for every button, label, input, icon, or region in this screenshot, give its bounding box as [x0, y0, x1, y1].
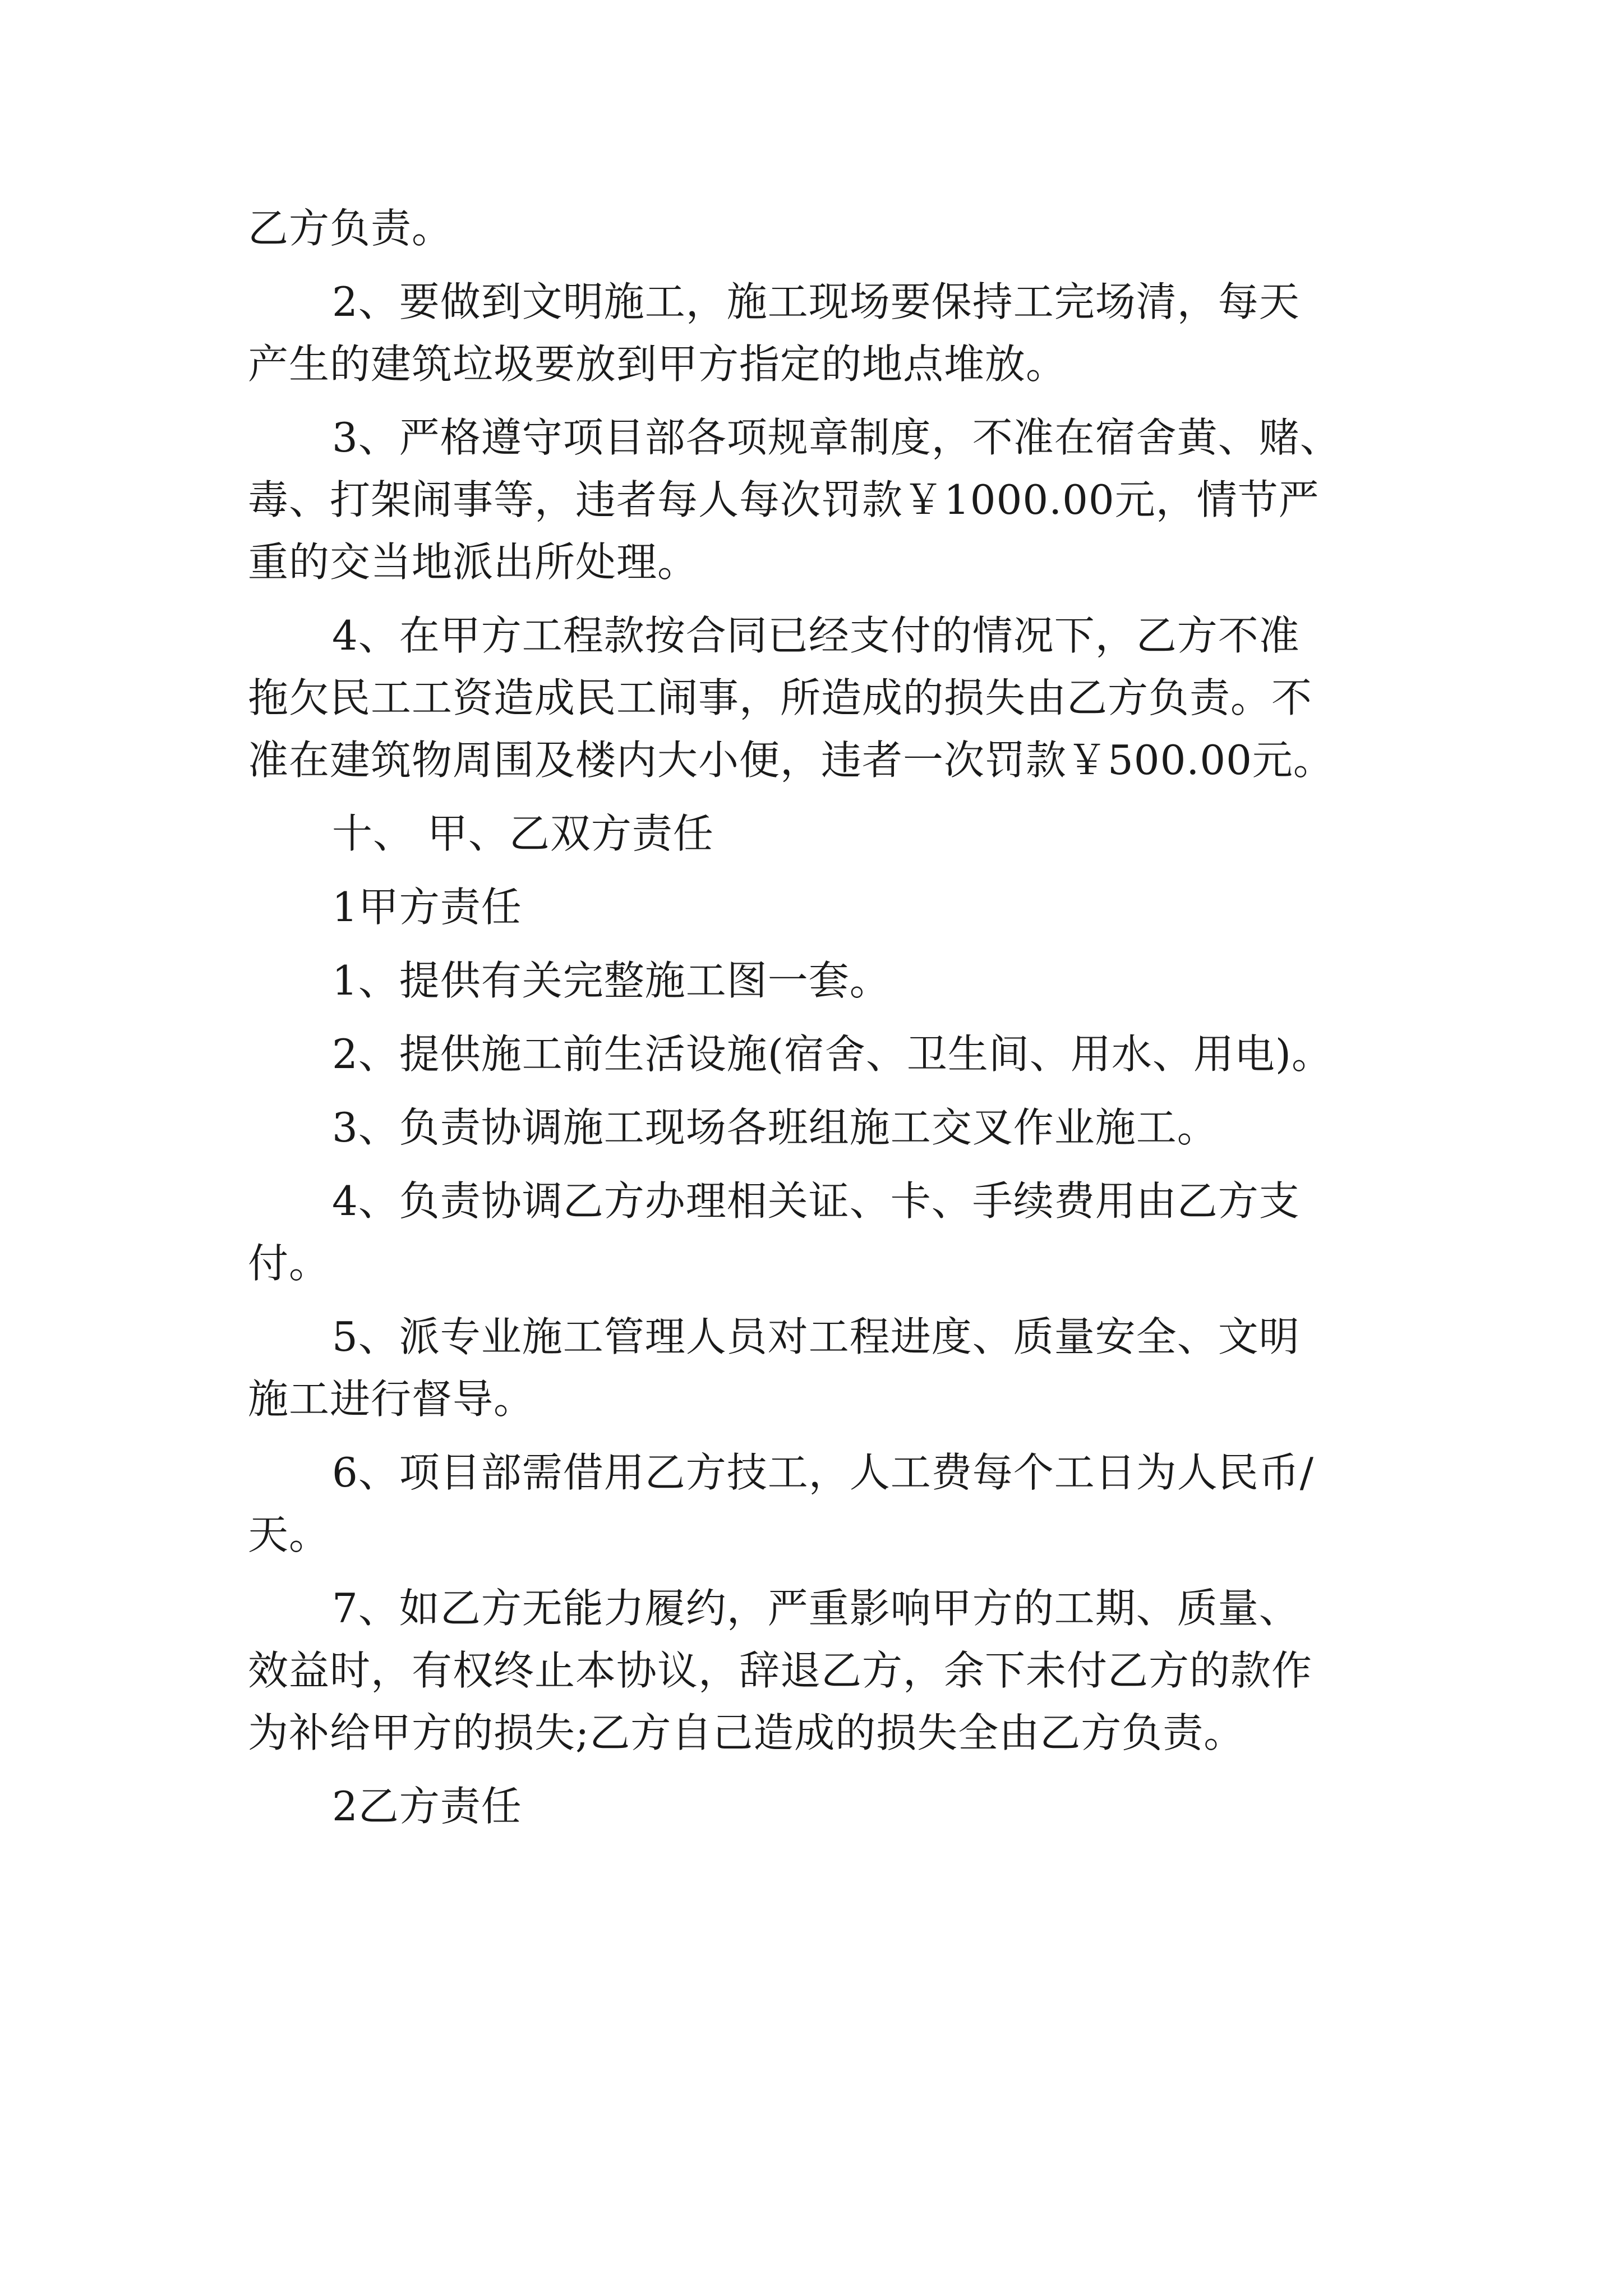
paragraph [248, 1170, 1381, 1295]
paragraph [248, 271, 1381, 395]
section-heading [248, 803, 1381, 865]
text-line: 1、提供有关完整施工图一套。 [332, 957, 891, 1004]
paragraph [248, 197, 1381, 260]
text-line: 7、如乙方无能力履约，严重影响甲方的工期、质量、 [332, 1585, 1300, 1632]
paragraph [248, 1097, 1381, 1159]
text-line: 2、要做到文明施工，施工现场要保持工完场清，每天 [332, 278, 1300, 325]
paragraph [248, 1023, 1381, 1085]
text-line: 3、负责协调施工现场各班组施工交叉作业施工。 [332, 1104, 1218, 1151]
text-line: 5、派专业施工管理人员对工程进度、质量安全、文明 [332, 1313, 1300, 1360]
subsection-heading [248, 876, 1381, 938]
text-line: 天。 [248, 1511, 330, 1558]
paragraph [248, 605, 1381, 792]
text-line: 1甲方责任 [332, 884, 522, 931]
subsection-heading [248, 1775, 1381, 1838]
text-line: 4、负责协调乙方办理相关证、卡、手续费用由乙方支 [332, 1177, 1300, 1225]
text-line: 准在建筑物周围及楼内大小便，违者一次罚款￥500.00元。 [248, 737, 1334, 784]
text-line: 6、项目部需借用乙方技工，人工费每个工日为人民币/ [332, 1449, 1315, 1496]
text-line: 毒、打架闹事等，违者每人每次罚款￥1000.00元，情节严 [248, 476, 1320, 523]
text-line: 4、在甲方工程款按合同已经支付的情况下，乙方不准 [332, 612, 1300, 659]
text-line: 为补给甲方的损失;乙方自己造成的损失全由乙方负责。 [248, 1709, 1245, 1756]
text-line: 2乙方责任 [332, 1783, 522, 1830]
text-line: 十、 甲、乙双方责任 [332, 810, 714, 857]
paragraph [248, 407, 1381, 593]
text-line: 付。 [248, 1240, 330, 1287]
text-line: 3、严格遵守项目部各项规章制度，不准在宿舍黄、赌、 [332, 414, 1341, 461]
text-line: 2、提供施工前生活设施(宿舍、卫生间、用水、用电)。 [332, 1030, 1332, 1078]
paragraph [248, 1577, 1381, 1764]
paragraph [248, 1442, 1381, 1566]
text-line: 拖欠民工工资造成民工闹事，所造成的损失由乙方负责。不 [248, 674, 1313, 721]
text-line: 乙方负责。 [248, 205, 453, 252]
paragraph [248, 950, 1381, 1012]
document-body [248, 197, 1381, 1838]
text-line: 施工进行督导。 [248, 1375, 535, 1423]
paragraph [248, 1306, 1381, 1430]
text-line: 产生的建筑垃圾要放到甲方指定的地点堆放。 [248, 341, 1067, 388]
text-line: 效益时，有权终止本协议，辞退乙方，余下未付乙方的款作 [248, 1647, 1313, 1694]
text-line: 重的交当地派出所处理。 [248, 539, 699, 586]
